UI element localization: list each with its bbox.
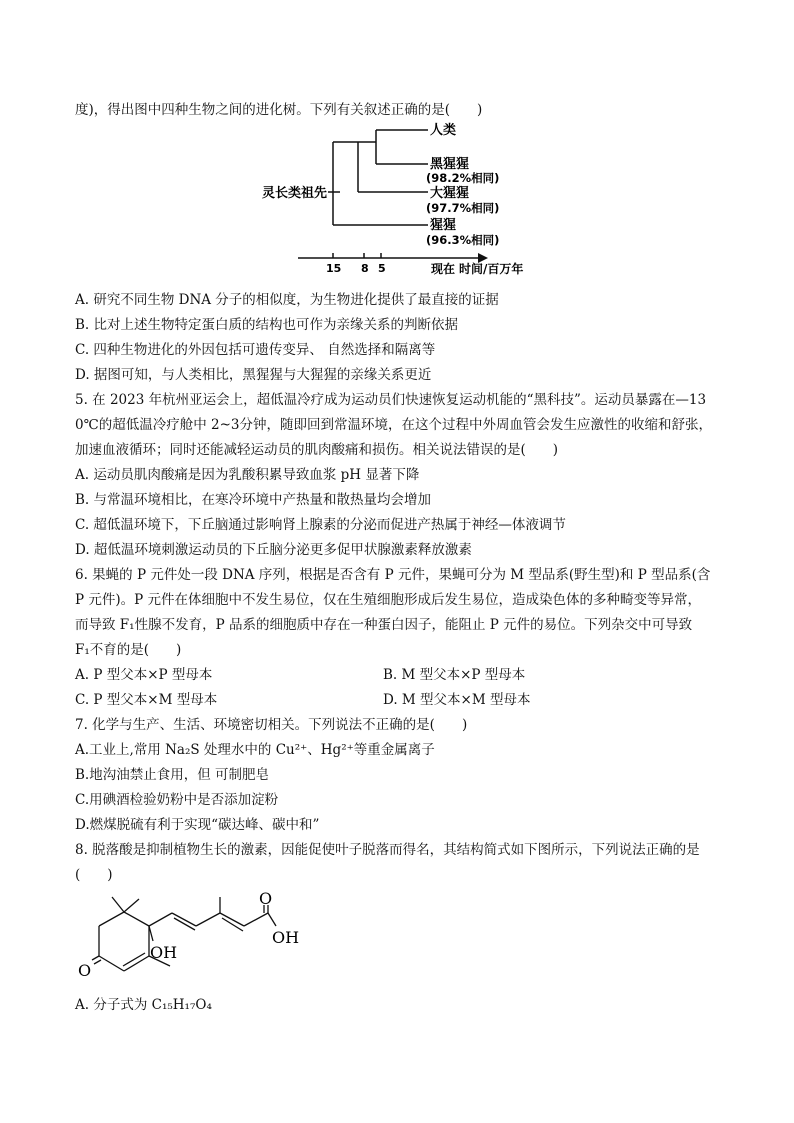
abscisic-acid-structure — [0, 885, 794, 1005]
q7-option-a: A.工业上,常用 Na₂S 处理水中的 Cu²⁺、Hg²⁺等重金属离子 — [75, 742, 435, 758]
q5-option-b: B. 与常温环境相比，在寒冷环境中产热量和散热量均会增加 — [75, 492, 432, 508]
species-label: 大猩猩 — [430, 186, 470, 201]
q5-stem-line: 加速血液循环；同时还能减轻运动员的肌肉酸痛和损伤。相关说法错误的是( ) — [75, 442, 559, 458]
similarity-label: (98.2%相同) — [426, 171, 500, 185]
q6-stem-line: 而导致 F₁性腺不发育，P 品系的细胞质中存在一种蛋白因子，能阻止 P 元件的易位。下列杂交中可导致 — [75, 617, 693, 633]
q4-option-c: C. 四种生物进化的外因包括可遗传变异、 自然选择和隔离等 — [75, 342, 436, 358]
carbonyl-oxygen: O — [78, 961, 92, 980]
q5-option-a: A. 运动员肌肉酸痛是因为乳酸积累导致血浆 pH 显著下降 — [75, 467, 420, 483]
q5-option-d: D. 超低温环境刺激运动员的下丘脑分泌更多促甲状腺激素释放激素 — [75, 542, 472, 558]
similarity-label: (97.7%相同) — [426, 201, 500, 215]
axis-tick: 5 — [378, 262, 386, 275]
acid-hydroxyl: OH — [272, 928, 300, 947]
q6-option-d: D. M 型父本×M 型母本 — [383, 692, 531, 708]
hydroxyl-label: OH — [150, 943, 178, 962]
axis-now: 现在 — [431, 262, 456, 276]
q7-option-d: D.燃煤脱硫有利于实现“碳达峰、碳中和” — [75, 817, 320, 833]
q6-stem-line: 6. 果蝇的 P 元件处一段 DNA 序列，根据是否含有 P 元件，果蝇可分为 M 型品系(野生型)和 P 型品系(含 — [75, 567, 711, 583]
q5-stem-line: 0℃的超低温冷疗舱中 2~3分钟，随即回到常温环境，在这个过程中外周血管会发生应激性的收缩和舒张， — [75, 417, 712, 433]
q4-option-d: D. 据图可知，与人类相比，黑猩猩与大猩猩的亲缘关系更近 — [75, 367, 432, 383]
q6-option-a: A. P 型父本×P 型母本 — [75, 667, 213, 683]
similarity-label: (96.3%相同) — [426, 233, 500, 247]
root-label: 灵长类祖先 — [262, 186, 328, 201]
q7-option-b: B.地沟油禁止食用，但 可制肥皂 — [75, 767, 270, 783]
intro-line: 度)，得出图中四种生物之间的进化树。下列有关叙述正确的是( ) — [75, 102, 483, 118]
axis-tick: 15 — [326, 262, 342, 275]
q8-stem-line: ( ) — [75, 867, 113, 883]
q5-option-c: C. 超低温环境下，下丘脑通过影响肾上腺素的分泌而促进产热属于神经—体液调节 — [75, 517, 566, 533]
q6-option-c: C. P 型父本×M 型母本 — [75, 692, 218, 708]
q8-stem-line: 8. 脱落酸是抑制植物生长的激素，因能促使叶子脱落而得名，其结构简式如下图所示，下列说法正确的是 — [75, 842, 700, 858]
axis-tick: 8 — [361, 262, 369, 275]
species-label: 猩猩 — [430, 218, 457, 233]
species-label: 黑猩猩 — [430, 157, 470, 172]
q4-option-a: A. 研究不同生物 DNA 分子的相似度，为生物进化提供了最直接的证据 — [75, 292, 499, 308]
q6-stem-line: P 元件)。P 元件在体细胞中不发生易位，仅在生殖细胞形成后发生易位，造成染色体的多种畸变等异常， — [75, 592, 702, 608]
acid-oxygen: O — [259, 889, 273, 908]
q6-stem-line: F₁不育的是( ) — [75, 642, 182, 658]
q5-stem-line: 5. 在 2023 年杭州亚运会上，超低温冷疗成为运动员们快速恢复运动机能的“黑科技”。运动员暴露在—13 — [75, 392, 707, 408]
q6-option-b: B. M 型父本×P 型母本 — [383, 667, 526, 683]
q7-stem-line: 7. 化学与生产、生活、环境密切相关。下列说法不正确的是( ) — [75, 717, 468, 733]
q8-option-a: A. 分子式为 C₁₅H₁₇O₄ — [75, 997, 212, 1013]
q7-option-c: C.用碘酒检验奶粉中是否添加淀粉 — [75, 792, 279, 808]
q4-option-b: B. 比对上述生物特定蛋白质的结构也可作为亲缘关系的判断依据 — [75, 317, 459, 333]
species-label: 人类 — [430, 123, 457, 138]
axis-label: 时间/百万年 — [459, 262, 524, 276]
